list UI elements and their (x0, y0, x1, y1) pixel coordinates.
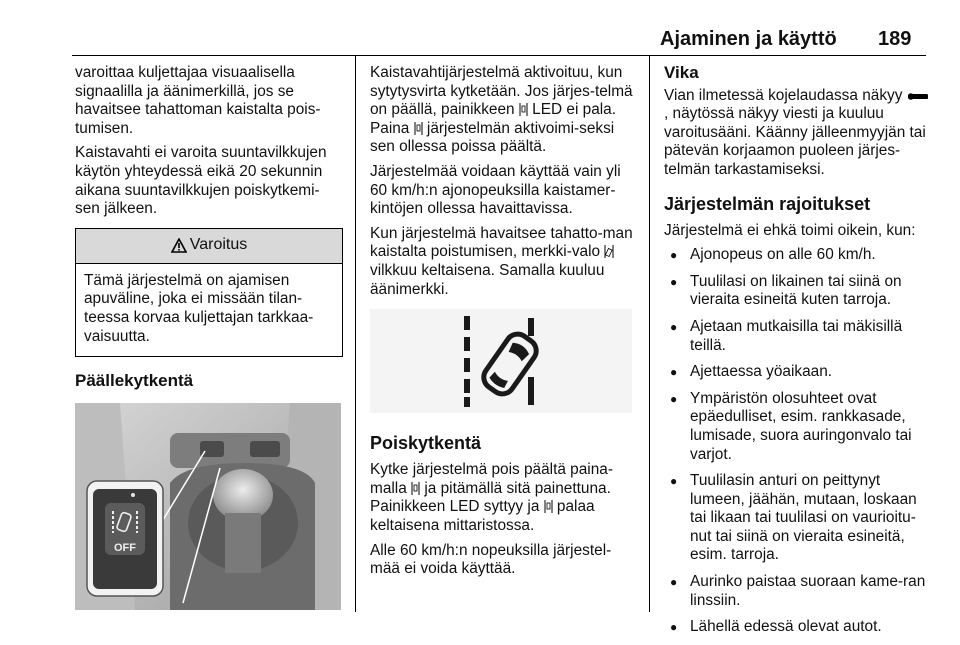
lane-keep-symbol-illustration (370, 309, 632, 413)
text-run: palaa keltaisena mittaristossa. (370, 498, 595, 534)
list-item: ● Tuulilasin anturi on peittynyt lumeen, jäähän, mutaan, loskaan tai likaan tai tuulilasi on vaurioitu-nut tai siinä on vieraita esineitä, esim. tarroja. (664, 472, 932, 565)
page-number: 189 (878, 28, 912, 50)
text-run: vilkkuu keltaisena. Samalla kuuluu äänimerkki. (370, 261, 605, 298)
column-right (664, 64, 932, 645)
text-run: Vian ilmetessä kojelaudassa näkyy (664, 86, 907, 104)
column-divider-1 (355, 56, 356, 612)
list-item: ● Aurinko paistaa suoraan kame-ran linssiin. (664, 573, 932, 610)
text-run: Kytke järjestelmä pois päältä paina-malla (370, 461, 613, 497)
paragraph (664, 87, 932, 180)
limitations-list (664, 246, 932, 637)
section-heading: Järjestelmän rajoitukset (664, 193, 871, 214)
list-item: ● Ajonopeus on alle 60 km/h. (664, 246, 932, 265)
section-heading: Poiskytkentä (370, 433, 482, 454)
warning-header (76, 229, 342, 264)
warning-title: Varoitus (189, 236, 248, 254)
section-heading: Vika (664, 63, 699, 82)
list-item: ● Tuulilasi on likainen tai siinä on vieraita esineitä kuten tarroja. (664, 273, 932, 310)
warning-box (75, 228, 343, 357)
paragraph (370, 225, 638, 299)
text-run: Kun järjestelmä havaitsee tahatto-man kaistalta poistumisen, merkki-valo (370, 224, 633, 261)
section-title: Ajaminen ja käyttö (660, 28, 837, 50)
header-divider (72, 55, 926, 56)
text-run: järjestelmän aktivoimi-seksi sen ollessa poissa päältä. (370, 119, 615, 156)
list-item: ● Ympäristön olosuhteet ovat epäedulliset, esim. rankkasade, lumisade, suora auringonvalo tai varjot. (664, 390, 932, 464)
lane-keep-button-icon (519, 103, 528, 116)
text-run: , näytössä näkyy viesti ja kuuluu varoitusääni. Käänny jälleenmyyjän tai pätevän korjaamon puoleen järjes-telmän tarkastamiseksi. (664, 105, 926, 178)
paragraph: Kaistavahti ei varoita suuntavilkkujen käytön yhteydessä eikä 20 sekunnin aikana suuntavilkkujen poiskytkemi-sen jälkeen. (75, 144, 327, 218)
paragraph: varoittaa kuljettajaa visuaalisella signaalilla ja äänimerkillä, jos se havaitsee tahattoman kaistalta pois-tumisen. (75, 64, 321, 137)
warning-text: Tämä järjestelmä on ajamisen apuväline, joka ei missään tilan-teessa korvaa kuljettajan tarkkaa-vaisuutta. (84, 271, 314, 345)
off-button-label: OFF (114, 542, 136, 555)
text-run: LED ei pala. Paina (370, 101, 617, 137)
section-heading: Päällekytkentä (75, 371, 194, 391)
lane-keep-button-icon (411, 482, 420, 495)
service-wrench-icon (907, 91, 929, 102)
paragraph: Järjestelmää voidaan käyttää vain yli 60 km/h:n ajonopeuksilla kaistamer-kintöjen ollessa havaittavissa. (370, 162, 621, 218)
text-run: Kaistavahtijärjestelmä aktivoituu, kun sytytysvirta kytketään. Jos järjes-telmä on päällä, painikkeen (370, 64, 633, 119)
lane-keep-button-icon (544, 500, 553, 513)
column-left (75, 64, 343, 610)
lane-keep-button-icon (414, 122, 423, 135)
console-photo (75, 403, 341, 610)
warning-triangle-icon (171, 238, 187, 253)
page-header (0, 0, 960, 56)
list-item: ● Lähellä edessä olevat autot. (664, 618, 932, 637)
lane-departure-indicator-icon (604, 245, 614, 258)
paragraph (370, 461, 638, 535)
paragraph (370, 64, 638, 157)
paragraph: Järjestelmä ei ehkä toimi oikein, kun: (664, 221, 916, 239)
list-item: ● Ajettaessa yöaikaan. (664, 363, 932, 382)
text-run: ja pitämällä sitä painettuna. Painikkeen LED syttyy ja (370, 479, 611, 516)
paragraph: Alle 60 km/h:n nopeuksilla järjestel-mää ei voida käyttää. (370, 541, 612, 578)
list-item: ● Ajetaan mutkaisilla tai mäkisillä teillä. (664, 318, 932, 355)
column-middle (370, 64, 638, 585)
column-divider-2 (649, 56, 650, 612)
